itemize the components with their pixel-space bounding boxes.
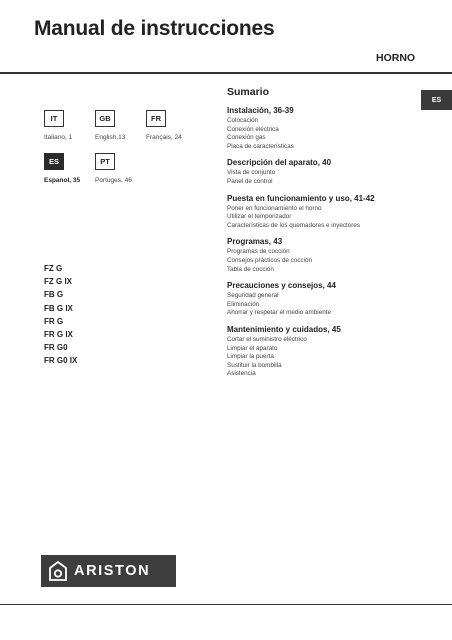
document-title: Manual de instrucciones (34, 17, 275, 40)
toc-item: Tabla de cocción (227, 265, 274, 273)
toc-section (227, 280, 427, 318)
toc-section-title[interactable]: Descripción del aparato, 40 (227, 158, 332, 168)
toc-section (227, 157, 427, 186)
model-item: FR G0 IX (44, 356, 78, 366)
toc-item: Programas de cocción (227, 248, 290, 256)
contents-heading: Sumario (227, 86, 270, 98)
model-item: FB G IX (44, 303, 73, 313)
toc-section (227, 236, 427, 274)
toc-item: Consejos prácticos de cocción (227, 256, 313, 264)
model-item: FR G IX (44, 330, 73, 340)
language-caption: Français, 24 (146, 134, 182, 141)
language-caption: English,13 (95, 134, 126, 141)
toc-item: Sustituir la bombilla (227, 361, 282, 369)
model-item: FZ G (44, 264, 63, 273)
toc-item: Limpiar el aparato (227, 344, 278, 352)
language-caption: Espanol, 35 (44, 177, 81, 184)
toc-item: Conexión gas (227, 134, 266, 142)
ariston-logo (41, 555, 176, 587)
toc-section-title[interactable]: Instalación, 36-39 (227, 106, 294, 115)
model-item: FR G0 (44, 343, 68, 353)
toc-item: Panel de control (227, 177, 273, 185)
model-item: FR G (44, 316, 64, 326)
model-item: FZ G IX (44, 277, 72, 287)
table-of-contents (227, 105, 427, 385)
toc-section-title[interactable]: Programas, 43 (227, 237, 283, 247)
toc-section (227, 105, 427, 151)
toc-item: Vista de conjunto (227, 169, 276, 177)
language-entry-pt[interactable] (95, 153, 155, 184)
toc-item: Colocación (227, 117, 259, 124)
toc-section-title[interactable]: Puesta en funcionamiento y uso, 41-42 (227, 193, 375, 203)
brand-name: ARISTON (74, 563, 151, 579)
language-caption: Portuges, 46 (95, 177, 132, 184)
toc-item: Poner en funcionamiento el horno (227, 204, 322, 212)
model-item: FB G (44, 290, 64, 300)
toc-section (227, 324, 427, 379)
language-code-box[interactable]: PT (95, 153, 115, 170)
house-logo-icon (49, 561, 67, 581)
header-divider (0, 72, 452, 74)
toc-item: Cortar el suministro eléctrico (227, 335, 307, 343)
toc-item: Asistencia (227, 370, 256, 378)
language-code-box[interactable]: FR (146, 110, 166, 127)
model-list (44, 262, 77, 368)
toc-section (227, 193, 427, 231)
toc-item: Limpiar la puerta (227, 353, 274, 361)
language-code-box[interactable]: IT (44, 110, 64, 127)
footer-divider (0, 604, 452, 605)
toc-section-title[interactable]: Mantenimiento y cuidados, 45 (227, 324, 341, 334)
language-code-box[interactable]: GB (95, 110, 115, 127)
toc-item: Utilizar el temporizador (227, 213, 292, 221)
language-caption: Italiano, 1 (44, 134, 73, 141)
toc-item: Conexión eléctrica (227, 125, 279, 133)
toc-item: Características de los quemadores e inyectores (227, 221, 360, 229)
language-code-box-active[interactable]: ES (44, 153, 64, 170)
toc-item: Placa de características (227, 142, 294, 150)
toc-section-title[interactable]: Precauciones y consejos, 44 (227, 281, 336, 291)
language-side-tab: ES (421, 90, 452, 110)
language-entry-fr[interactable] (146, 110, 206, 141)
toc-item: Eliminación (227, 300, 260, 308)
toc-item: Ahorrar y respetar el medio ambiente (227, 309, 331, 317)
product-type: HORNO (376, 52, 416, 64)
toc-item: Seguridad general (227, 292, 279, 300)
